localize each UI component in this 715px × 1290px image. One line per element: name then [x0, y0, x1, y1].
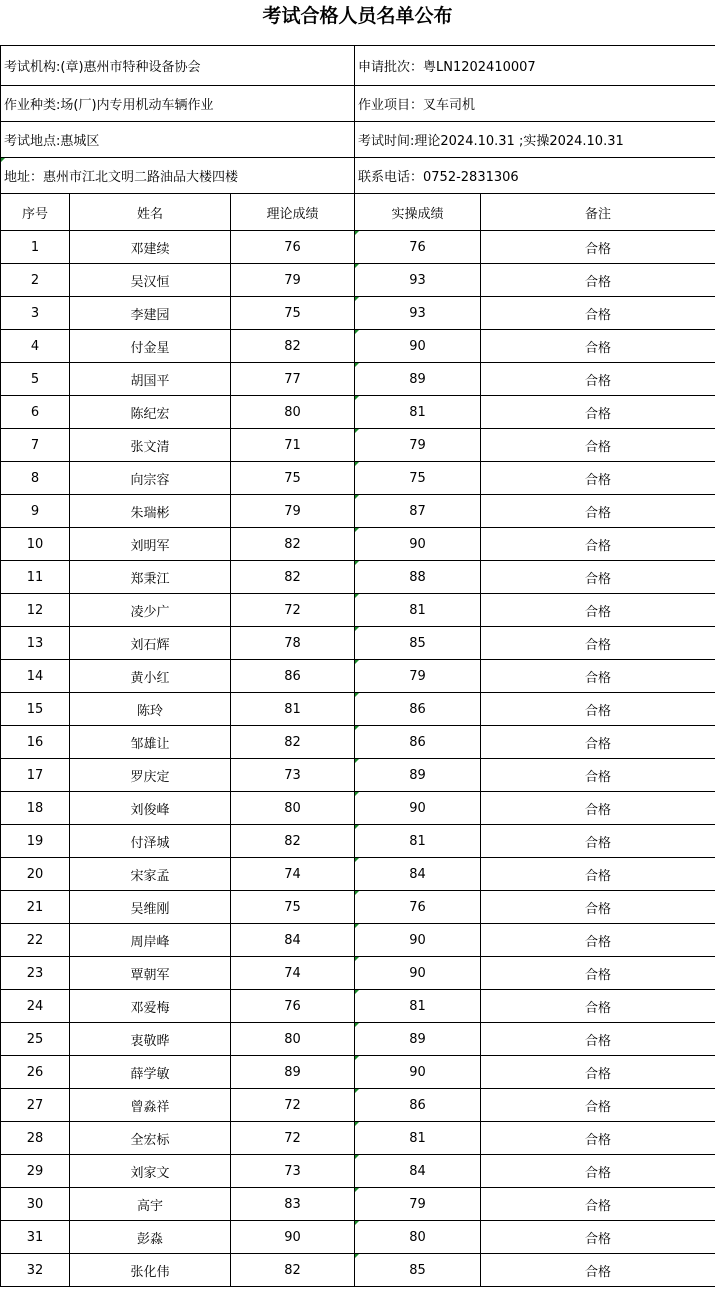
cell-practice: 80 — [355, 1221, 481, 1254]
cell-name: 覃朝军 — [70, 957, 231, 990]
cell-no: 19 — [1, 825, 70, 858]
cell-remark: 合格 — [481, 1089, 715, 1122]
cell-remark: 合格 — [481, 891, 715, 924]
cell-theory: 82 — [231, 330, 355, 363]
cell-no: 32 — [1, 1254, 70, 1287]
cell-theory: 75 — [231, 297, 355, 330]
cell-no: 6 — [1, 396, 70, 429]
table-row — [1, 759, 715, 792]
cell-remark: 合格 — [481, 330, 715, 363]
work-item: 作业项目：叉车司机 — [355, 86, 715, 122]
cell-theory: 76 — [231, 231, 355, 264]
cell-name: 吴维刚 — [70, 891, 231, 924]
cell-practice: 75 — [355, 462, 481, 495]
table-row — [1, 891, 715, 924]
table-row — [1, 1122, 715, 1155]
exam-time: 考试时间:理论2024.10.31 ;实操2024.10.31 — [355, 122, 715, 158]
cell-remark: 合格 — [481, 561, 715, 594]
table-row — [1, 231, 715, 264]
cell-practice: 90 — [355, 792, 481, 825]
cell-theory: 90 — [231, 1221, 355, 1254]
cell-no: 25 — [1, 1023, 70, 1056]
table-row — [1, 1056, 715, 1089]
cell-no: 21 — [1, 891, 70, 924]
cell-name: 黄小红 — [70, 660, 231, 693]
cell-theory: 72 — [231, 1122, 355, 1155]
cell-no: 2 — [1, 264, 70, 297]
cell-no: 7 — [1, 429, 70, 462]
table-row — [1, 825, 715, 858]
table-row — [1, 1023, 715, 1056]
cell-no: 27 — [1, 1089, 70, 1122]
table-row — [1, 264, 715, 297]
cell-name: 凌少广 — [70, 594, 231, 627]
cell-theory: 73 — [231, 759, 355, 792]
header-no: 序号 — [1, 194, 70, 231]
cell-remark: 合格 — [481, 660, 715, 693]
cell-remark: 合格 — [481, 759, 715, 792]
cell-practice: 93 — [355, 264, 481, 297]
table-row — [1, 429, 715, 462]
address: 地址：惠州市江北文明二路油品大楼四楼 — [1, 158, 355, 194]
cell-no: 4 — [1, 330, 70, 363]
cell-theory: 72 — [231, 1089, 355, 1122]
cell-name: 邹雄让 — [70, 726, 231, 759]
cell-remark: 合格 — [481, 429, 715, 462]
cell-practice: 86 — [355, 693, 481, 726]
cell-theory: 75 — [231, 462, 355, 495]
cell-theory: 83 — [231, 1188, 355, 1221]
cell-practice: 90 — [355, 957, 481, 990]
cell-name: 陈纪宏 — [70, 396, 231, 429]
cell-practice: 89 — [355, 1023, 481, 1056]
cell-practice: 85 — [355, 627, 481, 660]
cell-no: 17 — [1, 759, 70, 792]
table-row — [1, 396, 715, 429]
cell-name: 向宗容 — [70, 462, 231, 495]
cell-no: 29 — [1, 1155, 70, 1188]
cell-theory: 80 — [231, 1023, 355, 1056]
cell-remark: 合格 — [481, 924, 715, 957]
table-row — [1, 594, 715, 627]
table-row — [1, 1089, 715, 1122]
cell-no: 31 — [1, 1221, 70, 1254]
cell-name: 薛学敏 — [70, 1056, 231, 1089]
cell-theory: 82 — [231, 561, 355, 594]
cell-remark: 合格 — [481, 1056, 715, 1089]
cell-name: 邓爱梅 — [70, 990, 231, 1023]
cell-no: 28 — [1, 1122, 70, 1155]
cell-remark: 合格 — [481, 495, 715, 528]
table-header — [1, 194, 715, 231]
cell-practice: 84 — [355, 858, 481, 891]
cell-remark: 合格 — [481, 858, 715, 891]
cell-name: 胡国平 — [70, 363, 231, 396]
table-row — [1, 1188, 715, 1221]
cell-no: 30 — [1, 1188, 70, 1221]
cell-remark: 合格 — [481, 297, 715, 330]
cell-practice: 79 — [355, 1188, 481, 1221]
cell-remark: 合格 — [481, 990, 715, 1023]
cell-no: 20 — [1, 858, 70, 891]
table-row — [1, 792, 715, 825]
table-row — [1, 528, 715, 561]
cell-name: 宋家孟 — [70, 858, 231, 891]
table-row — [1, 858, 715, 891]
cell-remark: 合格 — [481, 1188, 715, 1221]
table-row — [1, 495, 715, 528]
work-category: 作业种类:场(厂)内专用机动车辆作业 — [1, 86, 355, 122]
cell-practice: 79 — [355, 660, 481, 693]
cell-remark: 合格 — [481, 363, 715, 396]
cell-name: 吴汉恒 — [70, 264, 231, 297]
cell-no: 26 — [1, 1056, 70, 1089]
cell-remark: 合格 — [481, 1122, 715, 1155]
cell-practice: 76 — [355, 231, 481, 264]
cell-remark: 合格 — [481, 792, 715, 825]
cell-theory: 78 — [231, 627, 355, 660]
exam-org: 考试机构:(章)惠州市特种设备协会 — [1, 46, 355, 86]
cell-remark: 合格 — [481, 264, 715, 297]
cell-theory: 82 — [231, 528, 355, 561]
cell-theory: 72 — [231, 594, 355, 627]
table-row — [1, 627, 715, 660]
cell-theory: 79 — [231, 495, 355, 528]
cell-name: 罗庆定 — [70, 759, 231, 792]
cell-no: 24 — [1, 990, 70, 1023]
cell-practice: 86 — [355, 726, 481, 759]
cell-theory: 75 — [231, 891, 355, 924]
cell-theory: 86 — [231, 660, 355, 693]
table-row — [1, 660, 715, 693]
cell-practice: 90 — [355, 1056, 481, 1089]
table-row — [1, 957, 715, 990]
cell-name: 彭淼 — [70, 1221, 231, 1254]
contact-phone: 联系电话：0752-2831306 — [355, 158, 715, 194]
cell-name: 刘俊峰 — [70, 792, 231, 825]
cell-practice: 87 — [355, 495, 481, 528]
cell-remark: 合格 — [481, 1155, 715, 1188]
cell-practice: 90 — [355, 528, 481, 561]
cell-no: 11 — [1, 561, 70, 594]
cell-remark: 合格 — [481, 528, 715, 561]
cell-remark: 合格 — [481, 627, 715, 660]
table-row — [1, 1221, 715, 1254]
cell-theory: 82 — [231, 726, 355, 759]
cell-name: 李建园 — [70, 297, 231, 330]
table-row — [1, 297, 715, 330]
cell-name: 高宇 — [70, 1188, 231, 1221]
page-title: 考试合格人员名单公布 — [262, 5, 453, 27]
cell-no: 22 — [1, 924, 70, 957]
cell-no: 13 — [1, 627, 70, 660]
cell-name: 付金星 — [70, 330, 231, 363]
cell-practice: 90 — [355, 924, 481, 957]
table-row — [1, 462, 715, 495]
cell-practice: 81 — [355, 396, 481, 429]
header-remark: 备注 — [481, 194, 715, 231]
cell-no: 5 — [1, 363, 70, 396]
cell-theory: 80 — [231, 792, 355, 825]
cell-theory: 71 — [231, 429, 355, 462]
cell-remark: 合格 — [481, 594, 715, 627]
cell-practice: 85 — [355, 1254, 481, 1287]
cell-remark: 合格 — [481, 1221, 715, 1254]
cell-practice: 81 — [355, 1122, 481, 1155]
cell-name: 付泽城 — [70, 825, 231, 858]
cell-remark: 合格 — [481, 231, 715, 264]
cell-practice: 81 — [355, 990, 481, 1023]
cell-practice: 90 — [355, 330, 481, 363]
exam-location: 考试地点:惠城区 — [1, 122, 355, 158]
cell-remark: 合格 — [481, 726, 715, 759]
table-row — [1, 1155, 715, 1188]
cell-practice: 93 — [355, 297, 481, 330]
cell-theory: 82 — [231, 1254, 355, 1287]
cell-no: 3 — [1, 297, 70, 330]
cell-practice: 79 — [355, 429, 481, 462]
cell-name: 刘家文 — [70, 1155, 231, 1188]
cell-no: 18 — [1, 792, 70, 825]
cell-practice: 88 — [355, 561, 481, 594]
cell-name: 曾淼祥 — [70, 1089, 231, 1122]
cell-practice: 76 — [355, 891, 481, 924]
table-row — [1, 693, 715, 726]
cell-theory: 77 — [231, 363, 355, 396]
cell-theory: 74 — [231, 858, 355, 891]
cell-name: 陈玲 — [70, 693, 231, 726]
cell-theory: 73 — [231, 1155, 355, 1188]
cell-name: 周岸峰 — [70, 924, 231, 957]
cell-remark: 合格 — [481, 693, 715, 726]
cell-theory: 89 — [231, 1056, 355, 1089]
cell-practice: 86 — [355, 1089, 481, 1122]
cell-theory: 84 — [231, 924, 355, 957]
results-table — [0, 45, 715, 1287]
cell-practice: 81 — [355, 825, 481, 858]
table-row — [1, 990, 715, 1023]
table-row — [1, 726, 715, 759]
cell-theory: 81 — [231, 693, 355, 726]
table-row — [1, 561, 715, 594]
cell-theory: 74 — [231, 957, 355, 990]
cell-theory: 82 — [231, 825, 355, 858]
cell-name: 郑秉江 — [70, 561, 231, 594]
cell-theory: 80 — [231, 396, 355, 429]
cell-remark: 合格 — [481, 1023, 715, 1056]
header-theory: 理论成绩 — [231, 194, 355, 231]
cell-theory: 76 — [231, 990, 355, 1023]
cell-no: 14 — [1, 660, 70, 693]
cell-practice: 81 — [355, 594, 481, 627]
cell-theory: 79 — [231, 264, 355, 297]
cell-name: 邓建续 — [70, 231, 231, 264]
cell-remark: 合格 — [481, 396, 715, 429]
cell-no: 12 — [1, 594, 70, 627]
table-row — [1, 330, 715, 363]
header-name: 姓名 — [70, 194, 231, 231]
cell-name: 张化伟 — [70, 1254, 231, 1287]
cell-no: 15 — [1, 693, 70, 726]
cell-no: 9 — [1, 495, 70, 528]
cell-name: 张文清 — [70, 429, 231, 462]
cell-no: 23 — [1, 957, 70, 990]
table-row — [1, 924, 715, 957]
cell-name: 朱瑞彬 — [70, 495, 231, 528]
table-row — [1, 363, 715, 396]
cell-no: 1 — [1, 231, 70, 264]
cell-practice: 84 — [355, 1155, 481, 1188]
cell-remark: 合格 — [481, 1254, 715, 1287]
cell-practice: 89 — [355, 759, 481, 792]
cell-remark: 合格 — [481, 957, 715, 990]
cell-name: 全宏标 — [70, 1122, 231, 1155]
header-practice: 实操成绩 — [355, 194, 481, 231]
cell-no: 8 — [1, 462, 70, 495]
cell-no: 10 — [1, 528, 70, 561]
cell-name: 刘石辉 — [70, 627, 231, 660]
application-batch: 申请批次：粤LN1202410007 — [355, 46, 715, 86]
cell-name: 衷敬晔 — [70, 1023, 231, 1056]
cell-remark: 合格 — [481, 825, 715, 858]
cell-remark: 合格 — [481, 462, 715, 495]
cell-practice: 89 — [355, 363, 481, 396]
table-row — [1, 1254, 715, 1287]
cell-name: 刘明军 — [70, 528, 231, 561]
cell-no: 16 — [1, 726, 70, 759]
